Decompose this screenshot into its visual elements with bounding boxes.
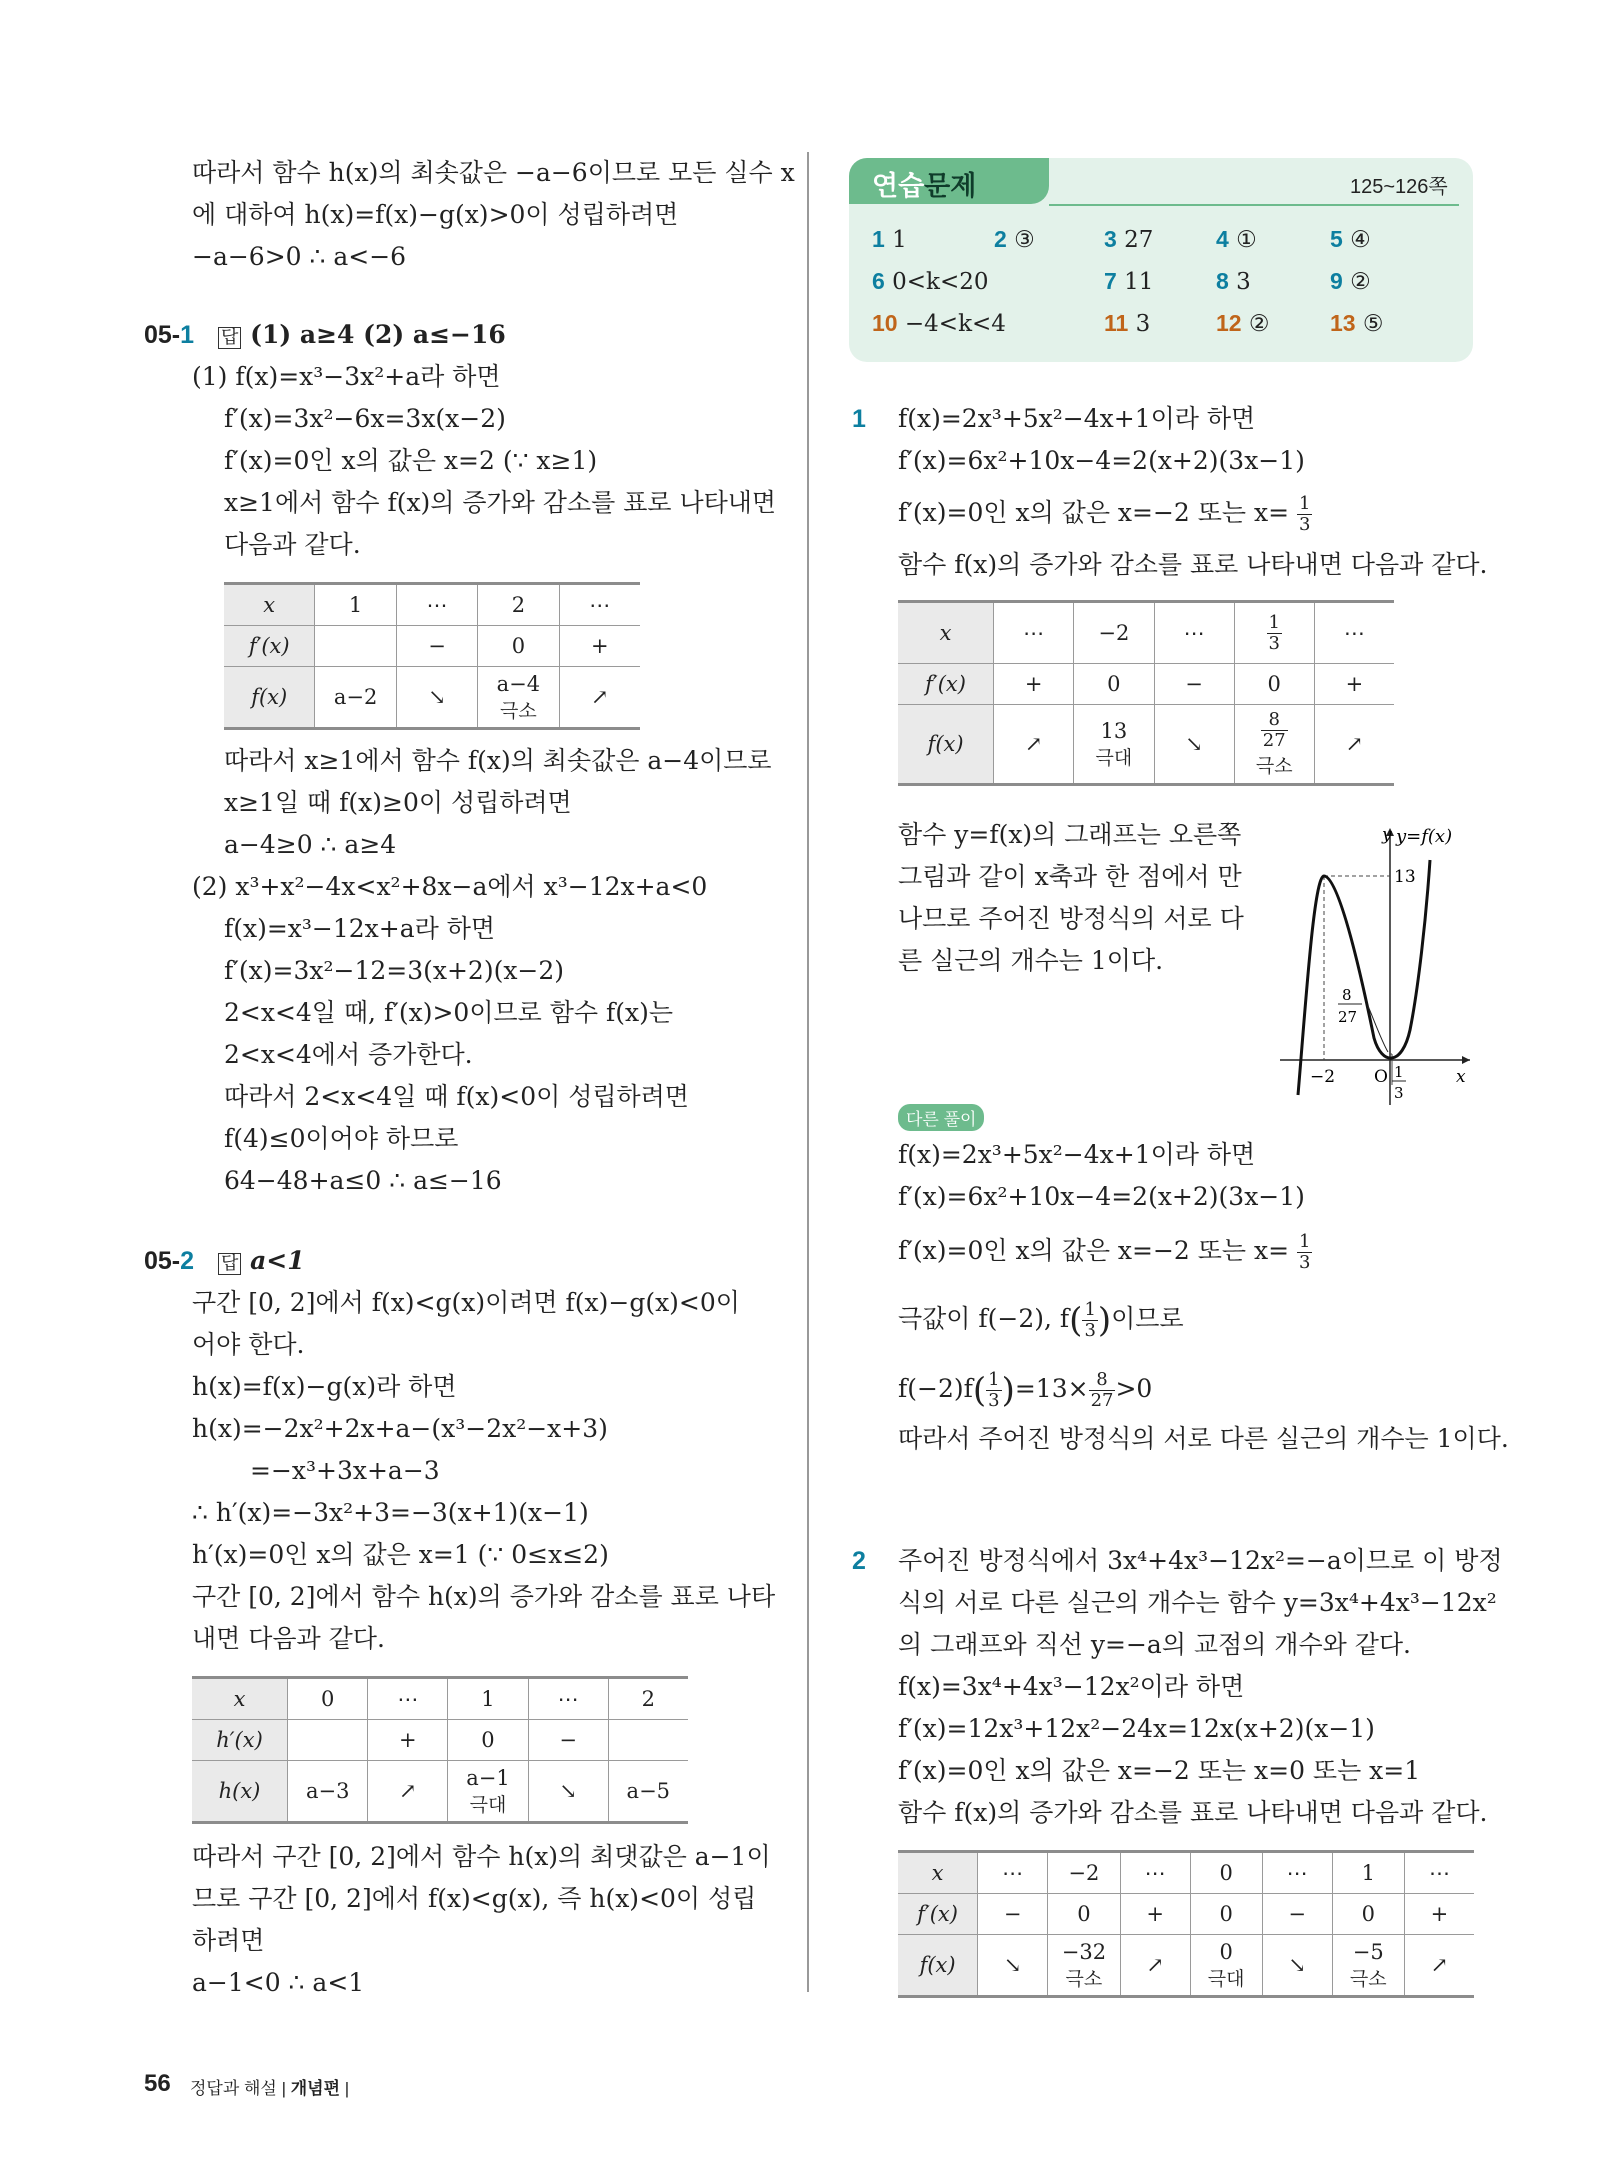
practice-answer-9: 9 ②	[1330, 268, 1371, 295]
p051-after1-line-1: 따라서 x≥1에서 함수 f(x)의 최솟값은 a−4이므로	[224, 746, 772, 775]
practice-answer-3: 3 27	[1104, 226, 1154, 253]
p052-line-5: =−x³+3x+a−3	[250, 1456, 440, 1485]
p051-part1-line-1: (1) f(x)=x³−3x²+a라 하면	[192, 362, 501, 391]
p052-line-3: h(x)=f(x)−g(x)라 하면	[192, 1372, 457, 1401]
p052-line-4: h(x)=−2x²+2x+a−(x³−2x²−x+3)	[192, 1414, 608, 1443]
p051-after1-line-3: a−4≥0 ∴ a≥4	[224, 830, 397, 859]
p052-variation-table: x 0 ⋯ 1 ⋯ 2 h′(x) + 0 − h(x) a−3 ↗ a−1 극대 ↘ a−5	[192, 1676, 688, 1824]
graph-third-num: 1	[1394, 1063, 1404, 1081]
p052-line-1: 구간 [0, 2]에서 f(x)<g(x)이려면 f(x)−g(x)<0이	[192, 1288, 740, 1317]
s1-graph-text-2: 그림과 같이 x축과 한 점에서 만	[898, 862, 1242, 891]
p051-part2-line-5: 2<x<4에서 증가한다.	[224, 1040, 473, 1069]
s1-alt-line-2: f′(x)=6x²+10x−4=2(x+2)(3x−1)	[898, 1182, 1305, 1211]
p051-part2-line-7: f(4)≤0이어야 하므로	[224, 1124, 459, 1153]
intro-line-1: 따라서 함수 h(x)의 최솟값은 −a−6이므로 모든 실수 x	[192, 158, 795, 187]
practice-answer-1: 1 1	[872, 226, 907, 253]
p051-part1-line-4: x≥1에서 함수 f(x)의 증가와 감소를 표로 나타내면	[224, 488, 777, 517]
alt-solution-tag: 다른 풀이	[898, 1104, 984, 1131]
graph-min-den: 27	[1338, 1008, 1358, 1026]
s1-alt-line-3: f′(x)=0인 x의 값은 x=−2 또는 x= $\frac{1}{3}$	[898, 1231, 1311, 1273]
p052-after-line-3: 하려면	[192, 1926, 265, 1955]
column-divider	[807, 152, 809, 1992]
p051-part2-line-4: 2<x<4일 때, f′(x)>0이므로 함수 f(x)는	[224, 998, 673, 1027]
practice-answer-6: 6 0<k<20	[872, 268, 989, 295]
p051-part2-line-2: f(x)=x³−12x+a라 하면	[224, 914, 496, 943]
p052-after-line-1: 따라서 구간 [0, 2]에서 함수 h(x)의 최댓값은 a−1이	[192, 1842, 771, 1871]
s2-line-4: f(x)=3x⁴+4x³−12x²이라 하면	[898, 1672, 1245, 1701]
practice-answer-11: 11 3	[1104, 310, 1151, 337]
p052-line-6: ∴ h′(x)=−3x²+3=−3(x+1)(x−1)	[192, 1498, 589, 1527]
s1-graph-text-4: 른 실근의 개수는 1이다.	[898, 946, 1164, 975]
practice-answer-5: 5 ④	[1330, 226, 1371, 253]
s2-line-5: f′(x)=12x³+12x²−24x=12x(x+2)(x−1)	[898, 1714, 1375, 1743]
p051-part2-line-8: 64−48+a≤0 ∴ a≤−16	[224, 1166, 502, 1195]
practice-answer-8: 8 3	[1216, 268, 1251, 295]
s1-graph-text-1: 함수 y=f(x)의 그래프는 오른쪽	[898, 820, 1242, 849]
s1-alt-line-4: 극값이 f(−2), f( $\frac{1}{3}$ )이므로	[898, 1299, 1184, 1341]
practice-answer-7: 7 11	[1104, 268, 1154, 295]
s1-line-4: 함수 f(x)의 증가와 감소를 표로 나타내면 다음과 같다.	[898, 550, 1488, 579]
s1-alt-line-6: 따라서 주어진 방정식의 서로 다른 실근의 개수는 1이다.	[898, 1424, 1509, 1453]
s1-graph-text-3: 나므로 주어진 방정식의 서로 다	[898, 904, 1244, 933]
p052-after-line-4: a−1<0 ∴ a<1	[192, 1968, 365, 1997]
p051-part2-line-3: f′(x)=3x²−12=3(x+2)(x−2)	[224, 956, 565, 985]
cubic-graph	[1270, 820, 1480, 1110]
s2-line-3: 의 그래프와 직선 y=−a의 교점의 개수와 같다.	[898, 1630, 1411, 1659]
x-axis-arrow	[1462, 1056, 1470, 1064]
graph-x-label: x	[1456, 1067, 1466, 1087]
practice-answer-12: 12 ②	[1216, 310, 1270, 337]
p051-part2-line-6: 따라서 2<x<4일 때 f(x)<0이 성립하려면	[224, 1082, 689, 1111]
practice-answer-4: 4 ①	[1216, 226, 1257, 253]
p051-variation-table: x 1 ⋯ 2 ⋯ f′(x) − 0 + f(x) a−2 ↘ a−4 극소 ↗	[224, 582, 640, 730]
p052-line-7: h′(x)=0인 x의 값은 x=1 (∵ 0≤x≤2)	[192, 1540, 609, 1569]
practice-answer-10: 10 −4<k<4	[872, 310, 1006, 337]
s2-variation-table: x ⋯ −2 ⋯ 0 ⋯ 1 ⋯ f′(x) − 0 + 0 − 0 + f(x) ↘ −32 극소 ↗ 0 극대 ↘ −5 극소 ↗	[898, 1850, 1474, 1998]
graph-third-den: 3	[1394, 1084, 1404, 1102]
practice-answer-13: 13 ⑤	[1330, 310, 1384, 337]
p051-part1-line-5: 다음과 같다.	[224, 530, 361, 559]
solution-1-number: 1	[852, 405, 866, 433]
p052-line-9: 내면 다음과 같다.	[192, 1624, 385, 1653]
s2-line-7: 함수 f(x)의 증가와 감소를 표로 나타내면 다음과 같다.	[898, 1798, 1488, 1827]
p051-part1-line-3: f′(x)=0인 x의 값은 x=2 (∵ x≥1)	[224, 446, 598, 475]
s1-alt-line-5: f(−2)f( $\frac{1}{3}$ )=13× $\frac{8}{27}$ >0	[898, 1369, 1153, 1411]
graph-origin-label: O	[1374, 1067, 1388, 1087]
p051-part2-line-1: (2) x³+x²−4x<x²+8x−a에서 x³−12x+a<0	[192, 872, 708, 901]
p052-line-8: 구간 [0, 2]에서 함수 h(x)의 증가와 감소를 표로 나타	[192, 1582, 776, 1611]
problem-05-1-answer: 답 (1) a≥4 (2) a≤−16	[218, 320, 506, 350]
problem-05-2-answer: 답 a<1	[218, 1246, 305, 1276]
p051-part1-line-2: f′(x)=3x²−6x=3x(x−2)	[224, 404, 506, 433]
practice-header-rule	[1049, 204, 1459, 206]
graph-y-label: y	[1382, 825, 1392, 845]
s1-line-1: f(x)=2x³+5x²−4x+1이라 하면	[898, 404, 1256, 433]
s2-line-6: f′(x)=0인 x의 값은 x=−2 또는 x=0 또는 x=1	[898, 1756, 1421, 1785]
intro-line-3: −a−6>0 ∴ a<−6	[192, 242, 407, 271]
graph-max-label: 13	[1394, 867, 1416, 887]
s1-alt-line-1: f(x)=2x³+5x²−4x+1이라 하면	[898, 1140, 1256, 1169]
intro-line-2: 에 대하여 h(x)=f(x)−g(x)>0이 성립하려면	[192, 200, 679, 229]
practice-pages: 125~126쪽	[1350, 176, 1448, 198]
graph-min-num: 8	[1342, 986, 1352, 1004]
s2-line-2: 식의 서로 다른 실근의 개수는 함수 y=3x⁴+4x³−12x²	[898, 1588, 1497, 1617]
s2-line-1: 주어진 방정식에서 3x⁴+4x³−12x²=−a이므로 이 방정	[898, 1546, 1503, 1575]
solution-2-number: 2	[852, 1547, 866, 1575]
p052-after-line-2: 므로 구간 [0, 2]에서 f(x)<g(x), 즉 h(x)<0이 성립	[192, 1884, 757, 1913]
p051-after1-line-2: x≥1일 때 f(x)≥0이 성립하려면	[224, 788, 572, 817]
s1-line-3: f′(x)=0인 x의 값은 x=−2 또는 x= $\frac{1}{3}$	[898, 493, 1311, 535]
practice-title: 연습문제	[872, 171, 977, 201]
graph-neg2-label: −2	[1310, 1067, 1336, 1087]
footer-title: 정답과 해설 | 개념편 |	[190, 2079, 350, 2098]
fraction-one-third: $\frac{1}{3}$	[1299, 493, 1311, 535]
page-number: 56	[144, 2070, 171, 2097]
p052-line-2: 어야 한다.	[192, 1330, 305, 1359]
problem-05-2-label: 05-2	[144, 1247, 195, 1275]
answer-tag: 답	[218, 327, 241, 349]
problem-05-1-label: 05-1	[144, 321, 195, 349]
s1-variation-table: x ⋯ −2 ⋯ $\frac{1}{3}$ ⋯ f′(x) + 0 − 0 + f(x) ↗ 13 극대 ↘ $\frac{8}{27}$ 극소 ↗	[898, 600, 1394, 786]
graph-fn-label: y=f(x)	[1396, 826, 1453, 847]
s1-line-2: f′(x)=6x²+10x−4=2(x+2)(3x−1)	[898, 446, 1305, 475]
practice-answer-2: 2 ③	[994, 226, 1035, 253]
